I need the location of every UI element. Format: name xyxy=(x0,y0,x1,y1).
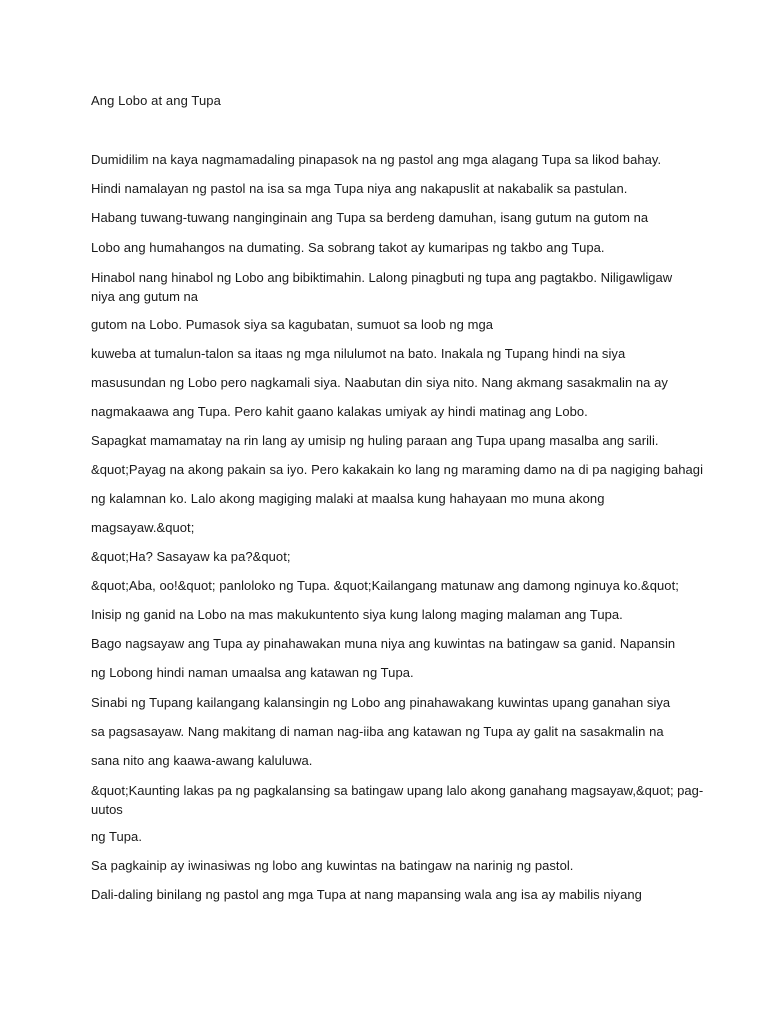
text-line: Inisip ng ganid na Lobo na mas makukuntento siya kung lalong maging malaman ang Tupa. xyxy=(91,607,623,622)
text-line: Sapagkat mamamatay na rin lang ay umisip ng huling paraan ang Tupa upang masalba ang sarili. xyxy=(91,433,659,448)
text-line: sa pagsasayaw. Nang makitang di naman nag-iiba ang katawan ng Tupa ay galit na sasakmalin na xyxy=(91,724,664,739)
text-line: &quot;Kaunting lakas pa ng pagkalansing sa batingaw upang lalo akong ganahang magsayaw,&quot; pag- xyxy=(91,783,704,798)
text-line: Sa pagkainip ay iwinasiwas ng lobo ang kuwintas na batingaw na narinig ng pastol. xyxy=(91,858,574,873)
text-line: &quot;Payag na akong pakain sa iyo. Pero kakakain ko lang ng maraming damo na di pa nagiging bahagi xyxy=(91,462,704,477)
text-line: sana nito ang kaawa-awang kaluluwa. xyxy=(91,753,313,768)
text-line: &quot;Ha? Sasayaw ka pa?&quot; xyxy=(91,549,291,564)
text-line: Dali-daling binilang ng pastol ang mga Tupa at nang mapansing wala ang isa ay mabilis niyang xyxy=(91,887,642,902)
text-line: magsayaw.&quot; xyxy=(91,520,195,535)
text-line: Hindi namalayan ng pastol na isa sa mga Tupa niya ang nakapuslit at nakabalik sa pastulan. xyxy=(91,181,628,196)
document-title: Ang Lobo at ang Tupa xyxy=(91,93,221,108)
text-line: masusundan ng Lobo pero nagkamali siya. Naabutan din siya nito. Nang akmang sasakmalin na ay xyxy=(91,375,668,390)
text-line: Hinabol nang hinabol ng Lobo ang bibiktimahin. Lalong pinagbuti ng tupa ang pagtakbo. Niligawligaw xyxy=(91,270,673,285)
text-line: ng Lobong hindi naman umaalsa ang katawan ng Tupa. xyxy=(91,665,414,680)
text-line: ng Tupa. xyxy=(91,829,142,844)
text-line: niya ang gutum na xyxy=(91,289,198,304)
text-line: uutos xyxy=(91,802,123,817)
text-line: kuweba at tumalun-talon sa itaas ng mga nilulumot na bato. Inakala ng Tupang hindi na siya xyxy=(91,346,626,361)
text-line: &quot;Aba, oo!&quot; panloloko ng Tupa. &quot;Kailangang matunaw ang damong nginuya ko.&quot; xyxy=(91,578,679,593)
text-line: Habang tuwang-tuwang nanginginain ang Tupa sa berdeng damuhan, isang gutum na gutom na xyxy=(91,210,649,225)
text-line: ng kalamnan ko. Lalo akong magiging malaki at maalsa kung hahayaan mo muna akong xyxy=(91,491,605,506)
text-line: nagmakaawa ang Tupa. Pero kahit gaano kalakas umiyak ay hindi matinag ang Lobo. xyxy=(91,404,588,419)
text-paragraph xyxy=(91,268,681,306)
text-line: Sinabi ng Tupang kailangang kalansingin ng Lobo ang pinahawakang kuwintas upang ganahan siya xyxy=(91,695,671,710)
text-line: Lobo ang humahangos na dumating. Sa sobrang takot ay kumaripas ng takbo ang Tupa. xyxy=(91,240,605,255)
text-line: gutom na Lobo. Pumasok siya sa kagubatan, sumuot sa loob ng mga xyxy=(91,317,494,332)
text-line: Dumidilim na kaya nagmamadaling pinapasok na ng pastol ang mga alagang Tupa sa likod bahay. xyxy=(91,152,662,167)
text-line: Bago nagsayaw ang Tupa ay pinahawakan muna niya ang kuwintas na batingaw sa ganid. Napansin xyxy=(91,636,676,651)
text-paragraph xyxy=(91,781,704,819)
